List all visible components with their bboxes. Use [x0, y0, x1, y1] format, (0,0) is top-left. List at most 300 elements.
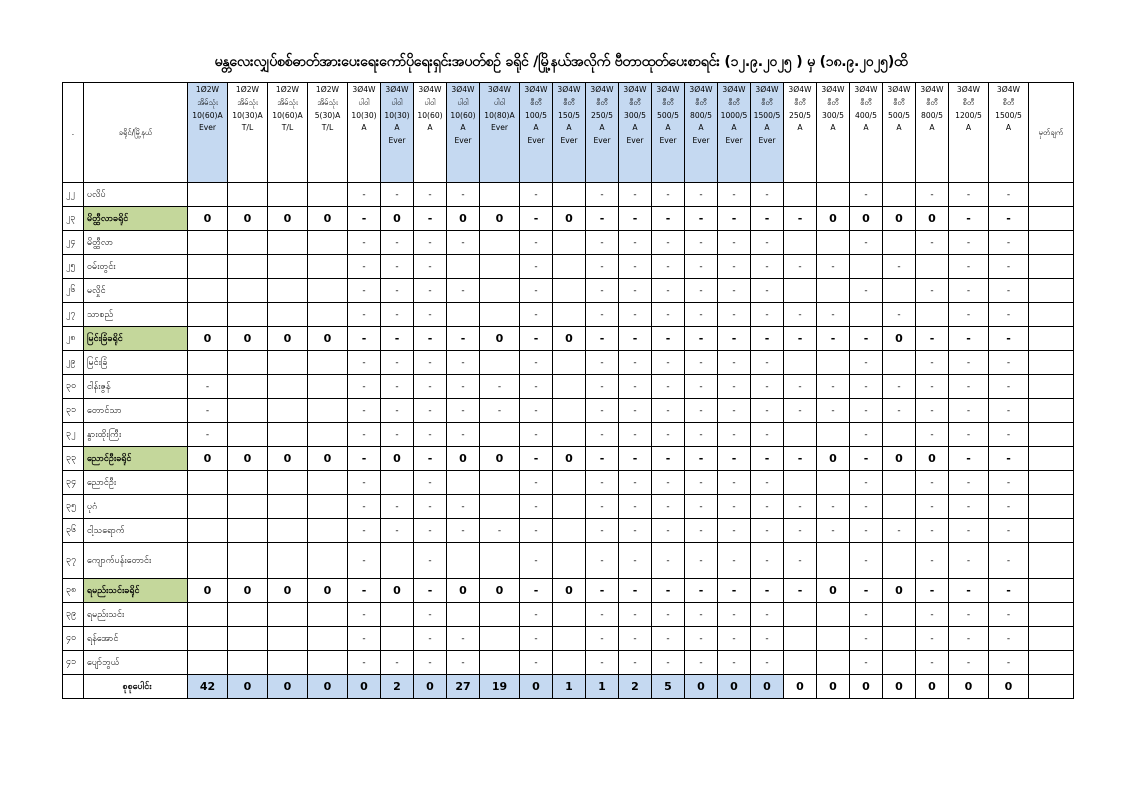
table-cell: [188, 231, 228, 255]
remark-cell: [1029, 279, 1074, 303]
table-cell: [817, 627, 850, 651]
table-cell: -: [718, 471, 751, 495]
header-line: 10(30): [351, 110, 377, 120]
table-cell: -: [414, 543, 447, 579]
table-cell: -: [784, 519, 817, 543]
table-cell: -: [381, 519, 414, 543]
header-line: Ever: [626, 136, 644, 146]
remark-cell: [1029, 327, 1074, 351]
header-line: စီတီ: [794, 97, 806, 107]
table-cell: [553, 303, 586, 327]
table-cell: -: [447, 327, 480, 351]
header-line: Ever: [692, 136, 710, 146]
table-cell: 0: [817, 447, 850, 471]
row-name: မြင်းခြံ: [84, 351, 188, 375]
total-cell: 5: [652, 675, 685, 699]
table-cell: -: [447, 423, 480, 447]
table-cell: -: [718, 303, 751, 327]
table-cell: -: [718, 375, 751, 399]
table-cell: [308, 603, 348, 627]
table-cell: -: [348, 447, 381, 471]
table-cell: [228, 627, 268, 651]
table-cell: 0: [480, 579, 520, 603]
table-cell: -: [586, 303, 619, 327]
table-cell: -: [949, 207, 989, 231]
table-cell: [188, 303, 228, 327]
table-cell: 0: [381, 207, 414, 231]
table-cell: -: [381, 231, 414, 255]
table-cell: 0: [228, 447, 268, 471]
header-meter-type: [414, 83, 447, 183]
table-cell: -: [652, 255, 685, 279]
table-cell: 0: [883, 207, 916, 231]
header-line: A: [1005, 123, 1012, 133]
table-cell: 0: [188, 447, 228, 471]
header-line: 3Ø4W: [956, 85, 981, 94]
row-serial: ၄၁: [63, 651, 84, 675]
header-meter-type: [652, 83, 685, 183]
header-line: 10(60): [450, 110, 476, 120]
table-cell: 0: [817, 207, 850, 231]
table-cell: -: [718, 327, 751, 351]
table-cell: [188, 603, 228, 627]
table-cell: -: [949, 327, 989, 351]
header-meter-type: [883, 83, 916, 183]
table-cell: -: [751, 375, 784, 399]
table-cell: -: [718, 603, 751, 627]
table-cell: -: [916, 651, 949, 675]
header-line: စီတီ: [926, 97, 938, 107]
table-cell: -: [685, 495, 718, 519]
table-cell: -: [414, 183, 447, 207]
table-cell: [784, 603, 817, 627]
table-cell: -: [949, 447, 989, 471]
table-cell: -: [989, 543, 1029, 579]
header-line: 3Ø4W: [854, 85, 878, 94]
table-cell: 0: [883, 579, 916, 603]
table-cell: -: [586, 231, 619, 255]
table-cell: -: [652, 207, 685, 231]
table-cell: -: [685, 279, 718, 303]
table-cell: [553, 651, 586, 675]
table-cell: -: [381, 651, 414, 675]
table-cell: 0: [228, 207, 268, 231]
table-cell: [784, 651, 817, 675]
table-cell: [228, 471, 268, 495]
total-cell: 1: [586, 675, 619, 699]
header-line: 3Ø4W: [887, 85, 911, 94]
row-name: မိတ္ထီလာ: [84, 231, 188, 255]
table-cell: -: [916, 375, 949, 399]
table-cell: 0: [447, 207, 480, 231]
row-serial: ၃၅: [63, 495, 84, 519]
table-cell: [850, 303, 883, 327]
remark-cell: [1029, 231, 1074, 255]
table-cell: [308, 255, 348, 279]
table-cell: [228, 183, 268, 207]
table-cell: [817, 423, 850, 447]
row-name: မိတ္ထီလာခရိုင်: [84, 207, 188, 231]
township-row: [63, 183, 1074, 207]
table-cell: -: [619, 375, 652, 399]
table-cell: [916, 303, 949, 327]
total-cell: 0: [414, 675, 447, 699]
table-cell: -: [949, 303, 989, 327]
table-cell: [228, 423, 268, 447]
row-name: ငါ့သရောက်: [84, 519, 188, 543]
remark-cell: [1029, 399, 1074, 423]
remark-cell: [1029, 495, 1074, 519]
table-cell: -: [883, 255, 916, 279]
table-cell: 0: [817, 579, 850, 603]
table-cell: [553, 603, 586, 627]
table-cell: -: [381, 495, 414, 519]
table-cell: [883, 651, 916, 675]
table-cell: -: [989, 423, 1029, 447]
table-cell: [817, 603, 850, 627]
table-cell: -: [989, 231, 1029, 255]
table-cell: -: [718, 279, 751, 303]
table-cell: -: [652, 423, 685, 447]
table-cell: -: [447, 495, 480, 519]
table-cell: [188, 351, 228, 375]
table-cell: -: [850, 183, 883, 207]
total-cell: 2: [381, 675, 414, 699]
table-cell: -: [414, 447, 447, 471]
table-cell: [308, 651, 348, 675]
table-cell: -: [916, 471, 949, 495]
total-cell: 0: [268, 675, 308, 699]
total-label: စုစုပေါင်း: [84, 675, 188, 699]
table-cell: [480, 471, 520, 495]
township-row: [63, 303, 1074, 327]
table-cell: -: [619, 447, 652, 471]
table-cell: [784, 351, 817, 375]
table-cell: -: [188, 375, 228, 399]
header-line: ပါဝါ: [424, 97, 436, 107]
table-cell: [308, 627, 348, 651]
row-serial: ၂၃: [63, 207, 84, 231]
table-cell: -: [751, 279, 784, 303]
table-cell: -: [520, 351, 553, 375]
header-line: စီတီ: [629, 97, 641, 107]
row-name: ငါန်းဇွန်: [84, 375, 188, 399]
table-cell: -: [850, 579, 883, 603]
table-cell: 0: [480, 447, 520, 471]
table-cell: -: [850, 495, 883, 519]
table-cell: 0: [553, 447, 586, 471]
table-cell: -: [586, 579, 619, 603]
table-cell: -: [850, 351, 883, 375]
header-meter-type: [685, 83, 718, 183]
header-line: 3Ø4W: [920, 85, 944, 94]
table-cell: [553, 399, 586, 423]
header-meter-type: [553, 83, 586, 183]
header-meter-type: [268, 83, 308, 183]
header-meter-type: [480, 83, 520, 183]
header-line: 500/5: [888, 110, 910, 120]
table-cell: -: [685, 231, 718, 255]
table-cell: [268, 279, 308, 303]
table-cell: -: [652, 375, 685, 399]
header-line: အိမ်သုံး: [317, 97, 338, 107]
table-cell: -: [751, 627, 784, 651]
table-cell: [308, 303, 348, 327]
table-cell: -: [652, 603, 685, 627]
table-cell: -: [447, 351, 480, 375]
table-cell: -: [348, 423, 381, 447]
table-cell: [553, 519, 586, 543]
header-line: 3Ø4W: [788, 85, 812, 94]
table-cell: -: [381, 351, 414, 375]
table-cell: -: [718, 255, 751, 279]
table-cell: -: [718, 207, 751, 231]
header-line: 1Ø2W: [195, 85, 220, 94]
township-row: [63, 603, 1074, 627]
table-cell: -: [989, 351, 1029, 375]
table-cell: 0: [268, 327, 308, 351]
table-cell: -: [817, 303, 850, 327]
header-line: 3Ø4W: [755, 85, 779, 94]
header-line: 300/5: [624, 110, 646, 120]
header-line: T/L: [241, 123, 254, 133]
table-cell: [268, 375, 308, 399]
remark-cell: [1029, 423, 1074, 447]
row-name: ရမည်းသင်းခရိုင်: [84, 579, 188, 603]
header-line: 250/5: [789, 110, 811, 120]
table-cell: -: [685, 207, 718, 231]
header-line: A: [965, 123, 972, 133]
table-cell: [268, 543, 308, 579]
table-cell: -: [414, 231, 447, 255]
table-cell: [480, 279, 520, 303]
table-cell: -: [718, 399, 751, 423]
table-cell: -: [850, 471, 883, 495]
row-name: ညောင်ဦးခရိုင်: [84, 447, 188, 471]
table-cell: -: [586, 519, 619, 543]
row-serial: ၂၂: [63, 183, 84, 207]
header-meter-type: [817, 83, 850, 183]
header-meter-type: [381, 83, 414, 183]
table-cell: -: [188, 423, 228, 447]
table-cell: [381, 603, 414, 627]
table-cell: -: [685, 603, 718, 627]
table-cell: 0: [916, 447, 949, 471]
header-line: ပါဝါ: [457, 97, 469, 107]
table-cell: -: [520, 183, 553, 207]
table-cell: -: [751, 651, 784, 675]
header-line: စီတီ: [893, 97, 905, 107]
table-cell: [817, 543, 850, 579]
header-meter-type: [718, 83, 751, 183]
table-cell: [268, 351, 308, 375]
table-cell: [447, 603, 480, 627]
table-cell: -: [916, 543, 949, 579]
township-row: [63, 471, 1074, 495]
header-line: ပါဝါ: [391, 97, 403, 107]
table-cell: -: [520, 603, 553, 627]
remark-cell: [1029, 207, 1074, 231]
header-line: T/L: [321, 123, 334, 133]
table-cell: -: [817, 255, 850, 279]
table-cell: 0: [308, 207, 348, 231]
table-cell: [188, 183, 228, 207]
table-cell: -: [718, 183, 751, 207]
header-line: 3Ø4W: [418, 85, 442, 94]
table-cell: [480, 603, 520, 627]
header-line: 3Ø4W: [722, 85, 746, 94]
table-cell: -: [850, 423, 883, 447]
table-cell: -: [685, 303, 718, 327]
table-cell: -: [586, 495, 619, 519]
table-cell: [268, 183, 308, 207]
header-meter-type: [989, 83, 1029, 183]
township-row: [63, 231, 1074, 255]
table-cell: -: [381, 423, 414, 447]
header-line: 3Ø4W: [487, 85, 512, 94]
table-cell: -: [619, 279, 652, 303]
header-line: A: [599, 123, 605, 133]
header-line: A: [632, 123, 638, 133]
table-cell: -: [652, 519, 685, 543]
header-line: Ever: [454, 136, 472, 146]
row-name: ပုဂံ: [84, 495, 188, 519]
table-cell: -: [586, 327, 619, 351]
table-cell: -: [414, 519, 447, 543]
table-cell: -: [883, 519, 916, 543]
table-cell: [883, 471, 916, 495]
header-meter-type: [751, 83, 784, 183]
table-cell: -: [685, 519, 718, 543]
table-cell: [883, 627, 916, 651]
header-line: စီတီ: [563, 97, 575, 107]
township-row: [63, 651, 1074, 675]
total-cell: 0: [718, 675, 751, 699]
header-line: စီတီ: [662, 97, 674, 107]
table-cell: -: [414, 207, 447, 231]
remark-cell: [1029, 471, 1074, 495]
table-cell: -: [381, 375, 414, 399]
district-subtotal-row: [63, 207, 1074, 231]
total-cell: 0: [751, 675, 784, 699]
table-cell: -: [850, 603, 883, 627]
table-cell: -: [916, 327, 949, 351]
table-cell: [883, 603, 916, 627]
table-cell: [883, 279, 916, 303]
table-cell: [883, 423, 916, 447]
table-cell: -: [414, 627, 447, 651]
remark-cell: [1029, 579, 1074, 603]
table-cell: -: [348, 375, 381, 399]
header-line: 3Ø4W: [996, 85, 1021, 94]
table-cell: -: [989, 579, 1029, 603]
remark-cell: [1029, 651, 1074, 675]
table-cell: -: [414, 327, 447, 351]
table-cell: -: [652, 303, 685, 327]
header-line: 3Ø4W: [451, 85, 475, 94]
table-cell: -: [817, 495, 850, 519]
table-cell: [447, 471, 480, 495]
header-meter-type: [949, 83, 989, 183]
table-cell: -: [414, 579, 447, 603]
remark-cell: [1029, 351, 1074, 375]
header-line: 10(30)A: [232, 110, 263, 120]
table-cell: [480, 543, 520, 579]
table-cell: -: [883, 303, 916, 327]
meter-report-table: [62, 82, 1074, 699]
table-cell: -: [916, 399, 949, 423]
table-cell: -: [751, 603, 784, 627]
table-cell: -: [718, 519, 751, 543]
table-cell: [308, 519, 348, 543]
table-cell: -: [784, 207, 817, 231]
table-cell: -: [381, 327, 414, 351]
header-line: 1500/5: [753, 110, 781, 120]
table-cell: 0: [480, 207, 520, 231]
table-cell: [268, 471, 308, 495]
table-cell: [784, 231, 817, 255]
row-name: သာစည်: [84, 303, 188, 327]
total-cell: 0: [685, 675, 718, 699]
table-cell: [268, 423, 308, 447]
total-row: [63, 675, 1074, 699]
table-cell: -: [586, 423, 619, 447]
table-cell: [228, 651, 268, 675]
table-cell: 0: [916, 207, 949, 231]
township-row: [63, 351, 1074, 375]
table-cell: 0: [381, 579, 414, 603]
remark-cell: [1029, 675, 1074, 699]
table-cell: -: [520, 447, 553, 471]
table-cell: -: [989, 447, 1029, 471]
table-cell: [883, 543, 916, 579]
table-cell: -: [447, 519, 480, 543]
table-cell: [480, 495, 520, 519]
table-cell: -: [685, 255, 718, 279]
table-cell: [268, 495, 308, 519]
table-cell: -: [414, 495, 447, 519]
table-cell: [308, 375, 348, 399]
header-line: 250/5: [591, 110, 613, 120]
table-cell: -: [619, 423, 652, 447]
table-cell: -: [718, 627, 751, 651]
row-name: နွားထိုးကြီး: [84, 423, 188, 447]
table-cell: -: [447, 375, 480, 399]
table-cell: -: [916, 519, 949, 543]
table-cell: -: [381, 399, 414, 423]
table-cell: [268, 255, 308, 279]
table-cell: -: [348, 651, 381, 675]
table-cell: -: [619, 519, 652, 543]
header-line: A: [460, 123, 466, 133]
table-cell: -: [652, 183, 685, 207]
remark-cell: [1029, 255, 1074, 279]
table-cell: -: [348, 255, 381, 279]
header-line: စီတီ: [695, 97, 707, 107]
table-cell: 0: [308, 447, 348, 471]
table-cell: -: [718, 543, 751, 579]
header-meter-type: [308, 83, 348, 183]
row-name: တောင်သာ: [84, 399, 188, 423]
table-cell: [480, 183, 520, 207]
header-line: အိမ်သုံး: [277, 97, 298, 107]
table-cell: -: [817, 519, 850, 543]
table-cell: -: [949, 579, 989, 603]
table-cell: 0: [308, 327, 348, 351]
table-cell: -: [784, 495, 817, 519]
township-row: [63, 627, 1074, 651]
table-cell: [784, 627, 817, 651]
